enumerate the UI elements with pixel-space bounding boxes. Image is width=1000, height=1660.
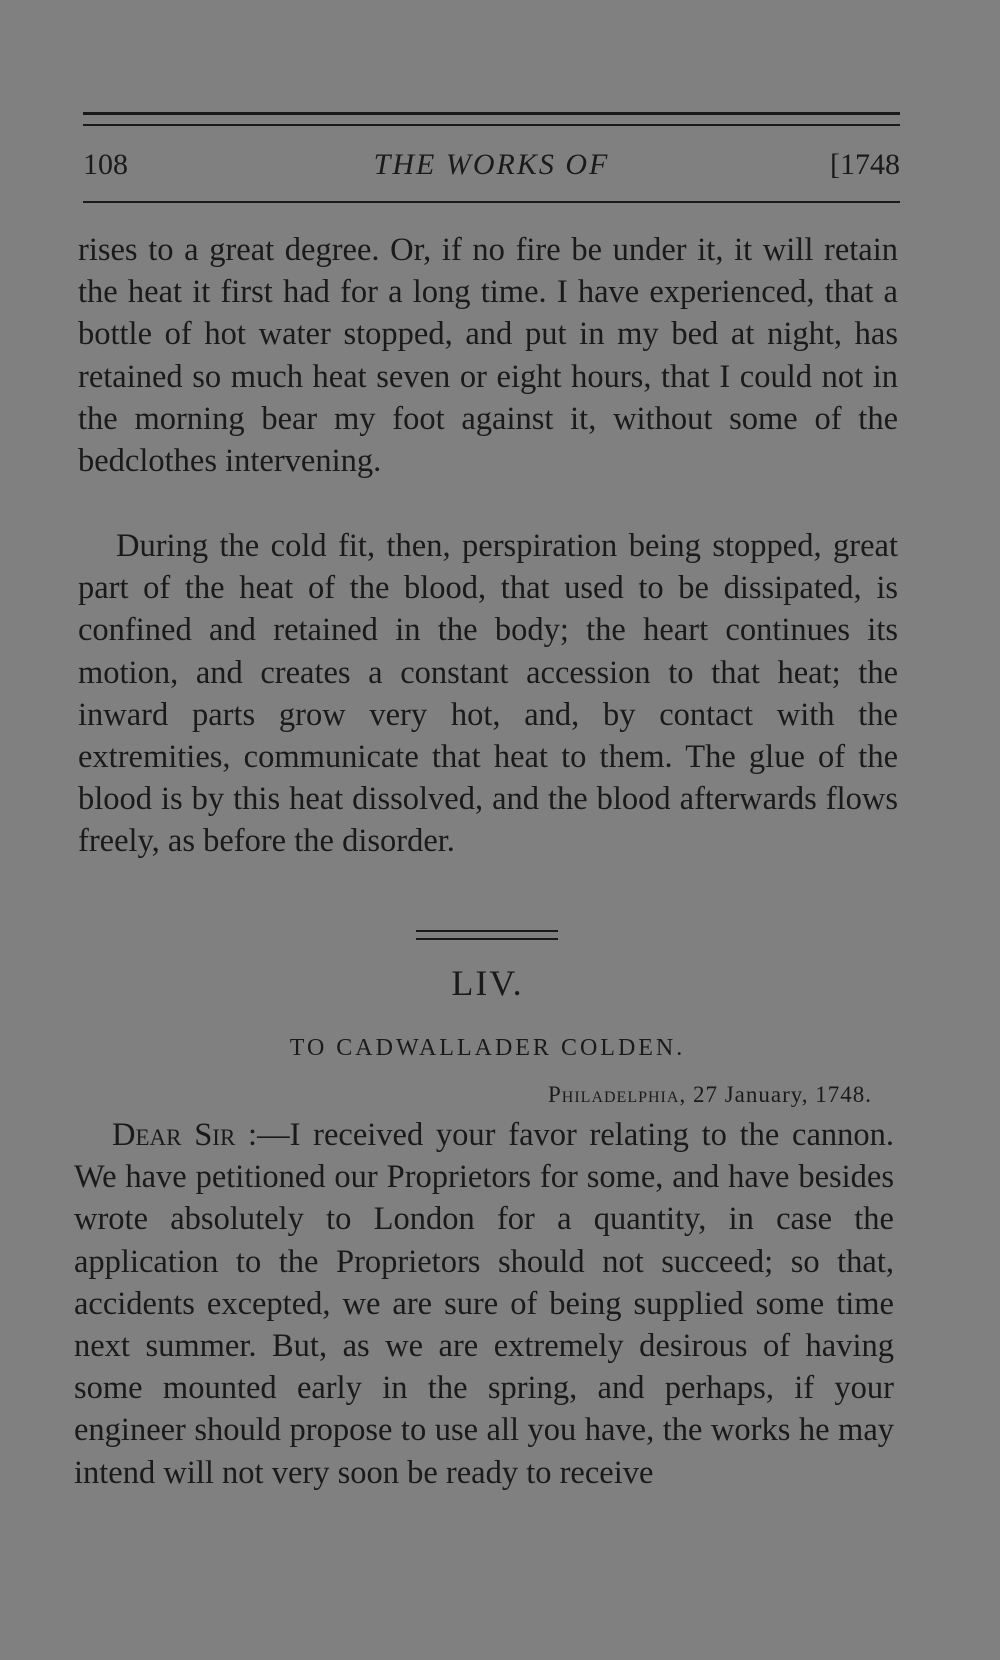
- paragraph-continuation: rises to a great degree. Or, if no fire be under it, it will retain the heat it first had for a long time. I have experienced, that a bottle of hot water stopped, and put in my bed at night, has retained so much heat seven or eight hours, that I could not in the morning bear my foot against it, without some of the bedclothes intervening.: [78, 232, 898, 480]
- letter-body-text: :—I received your favor relating to the cannon. We have petitioned our Proprietors for some, and have besides wrote absolutely to London for a quantity, in case the application to the Proprietors should not succeed; so that, accidents excepted, we are sure of being supplied some time next summer. But, as we are extremely desirous of having some mounted early in the spring, and perhaps, if your engineer should propose to use all you have, the works he may intend will not very soon be ready to receive: [74, 1117, 895, 1491]
- section-divider-bottom: [416, 938, 558, 940]
- letter-recipient: TO CADWALLADER COLDEN.: [289, 1035, 686, 1061]
- running-head: [83, 148, 900, 188]
- letter-number: LIV.: [451, 963, 524, 1003]
- page-number: 108: [83, 148, 128, 181]
- letter-dateline: [548, 1082, 872, 1108]
- header-rule-bottom: [83, 201, 900, 203]
- dateline-place: Philadelphia,: [548, 1082, 687, 1107]
- header-rule-second: [83, 124, 900, 126]
- paragraph-cold-fit: During the cold fit, then, perspiration being stopped, great part of the heat of the blood, that used to be dissipated, is confined and retained in the body; the heart continues its motion, and creates a constant accession to that heat; the inward parts grow very hot, and, by contact with the extremities, communicate that heat to them. The glue of the blood is by this heat dissolved, and the blood afterwards flows freely, as before the disorder.: [78, 528, 898, 860]
- dateline-date: 27 January, 1748.: [692, 1082, 872, 1107]
- letter-salutation: Dear Sir: [112, 1117, 236, 1153]
- year-marker: [1748: [830, 148, 900, 181]
- running-title: THE WORKS OF: [373, 148, 610, 181]
- header-rule-top: [83, 112, 900, 115]
- letter-body: [74, 1114, 894, 1494]
- section-divider-top: [416, 930, 558, 932]
